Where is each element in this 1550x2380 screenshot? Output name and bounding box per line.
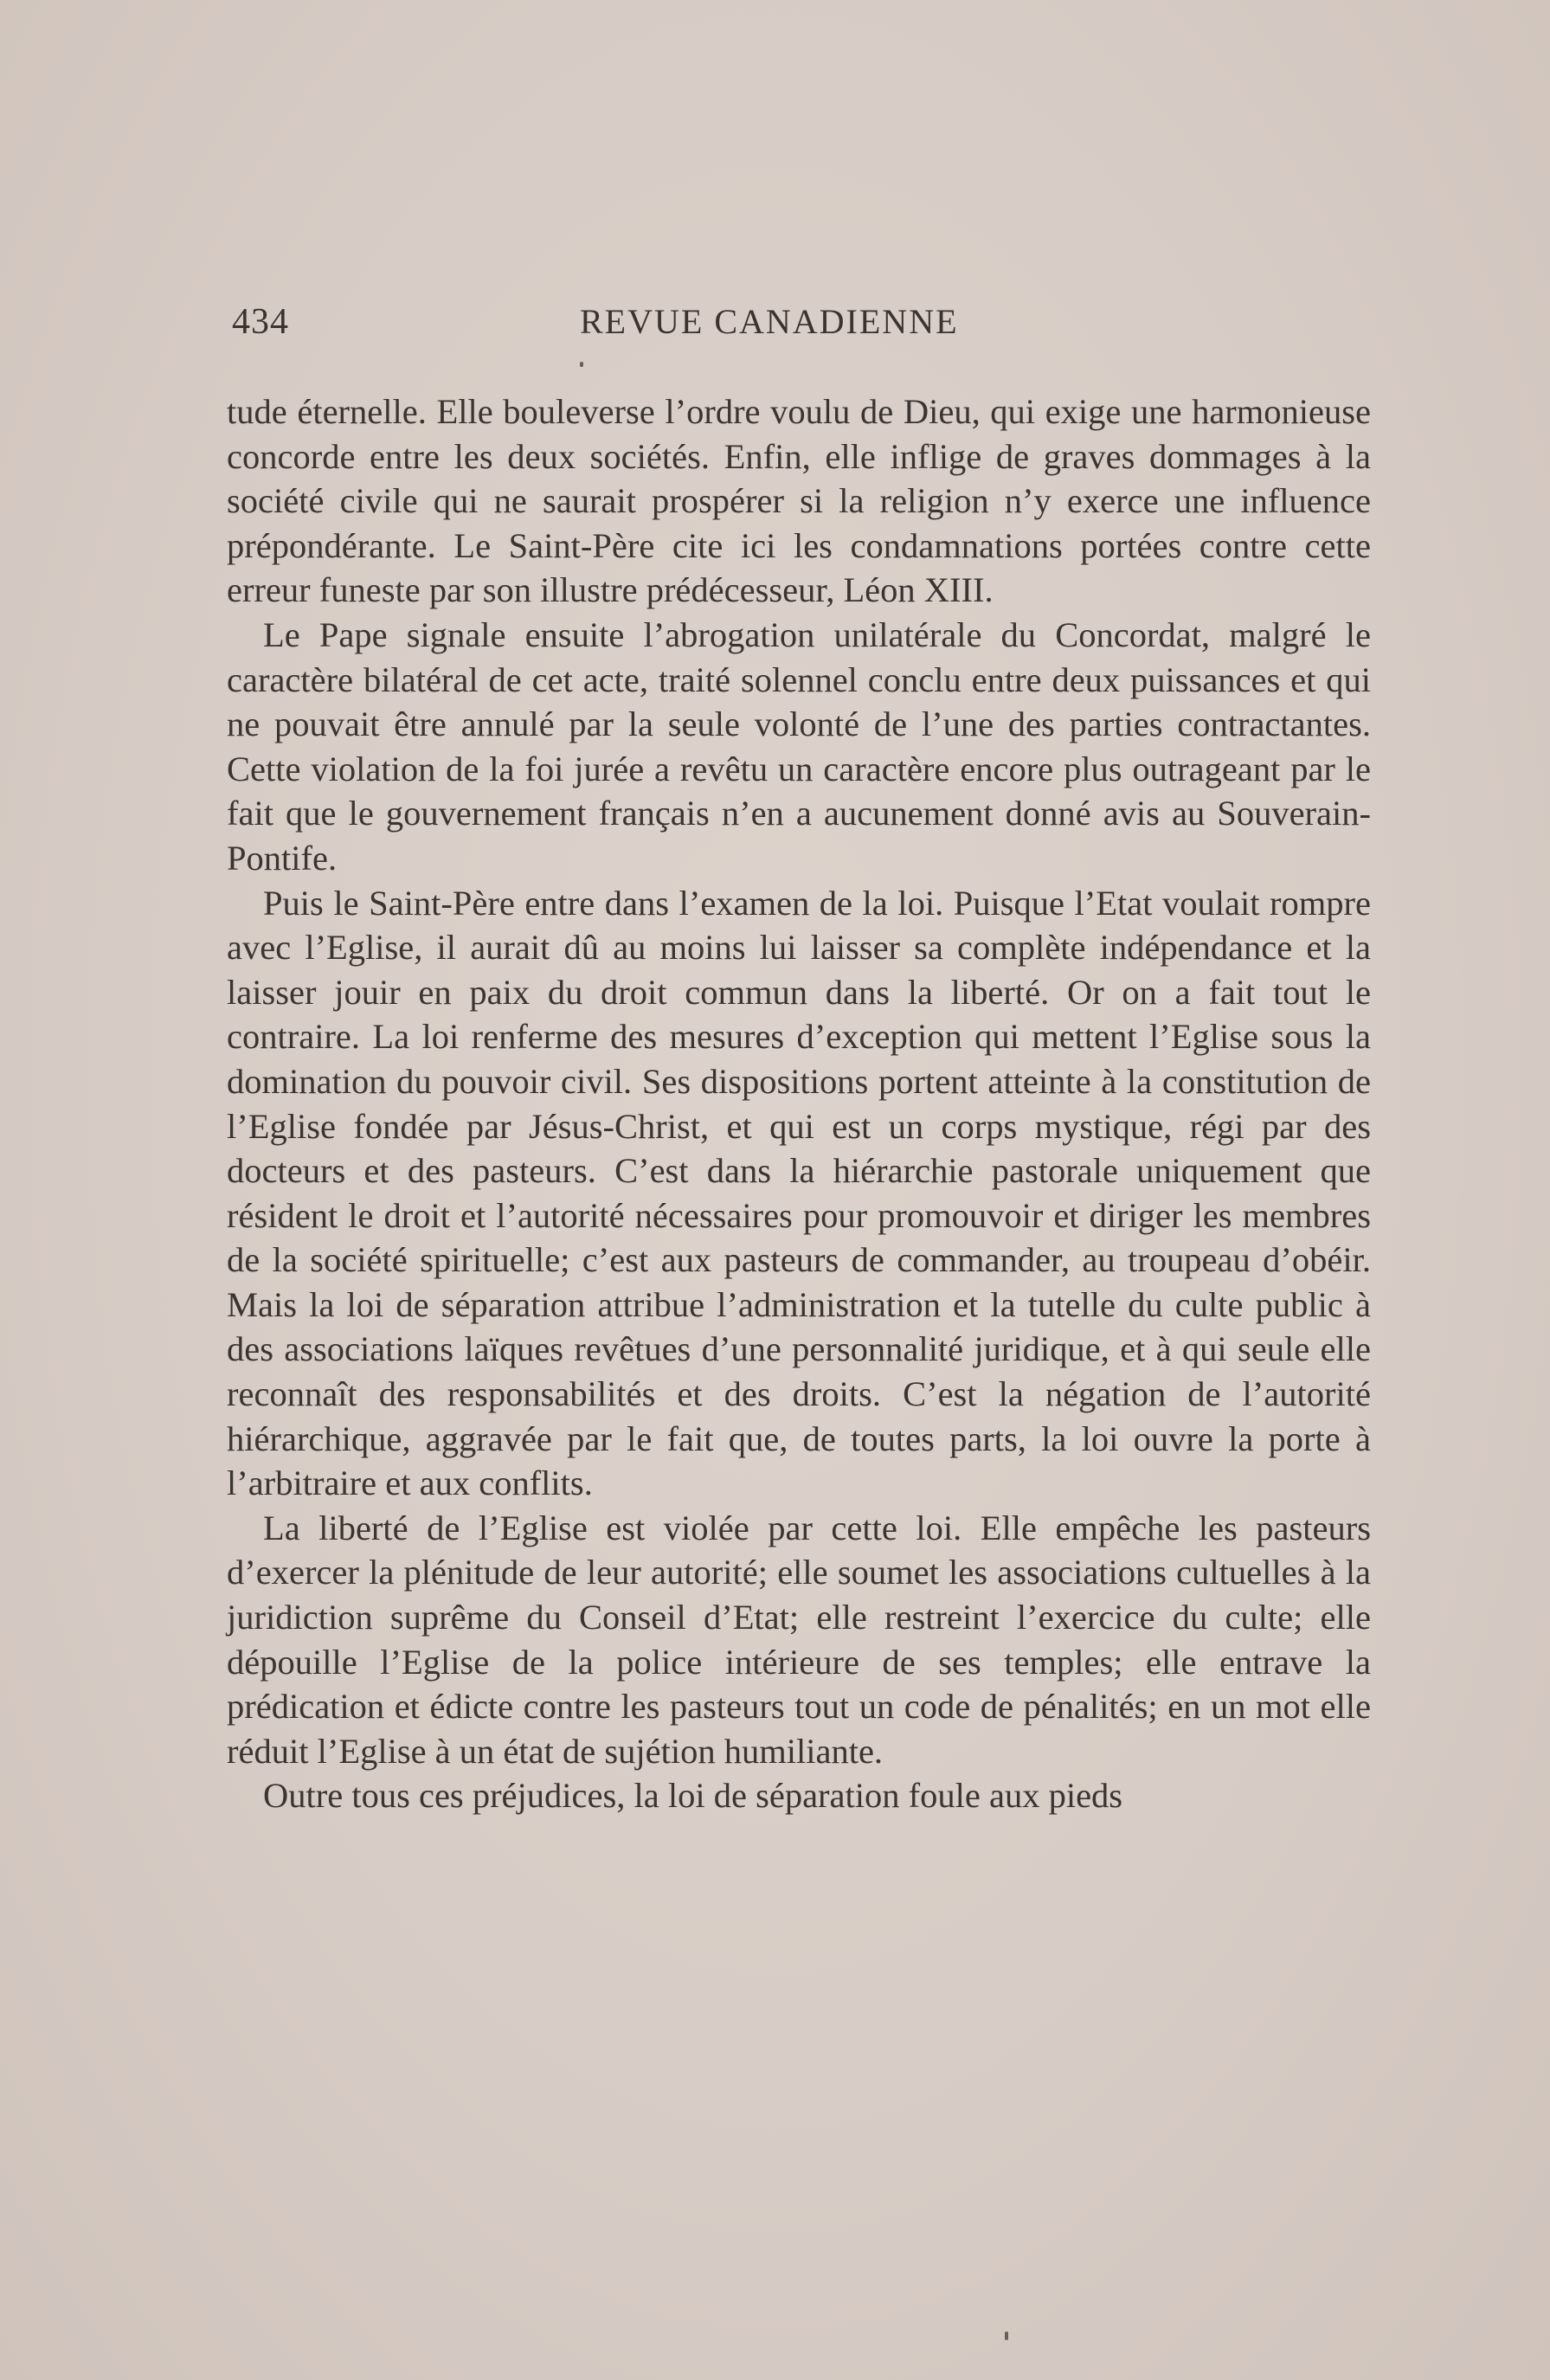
page-header (232, 301, 1367, 353)
running-title: REVUE CANADIENNE (580, 302, 959, 341)
paragraph-continuation: tude éternelle. Elle bouleverse l’ordre voulu de Dieu, qui exige une harmonieuse concorde entre les deux sociétés. Enfin, elle inflige de graves dommages à la société civile qui ne saurait prospérer si la religion n’y exerce une influence prépondérante. Le Saint-Père cite ici les condamnations portées contre cette erreur funeste par son illustre prédécesseur, Léon XIII. (227, 392, 1371, 610)
page-number: 434 (232, 302, 289, 342)
scan-speck (1005, 2332, 1008, 2340)
scan-speck (580, 362, 583, 367)
paragraph-concordat: Le Pape signale ensuite l’abrogation unilatérale du Concordat, malgré le caractère bilatéral de cet acte, traité solennel conclu entre deux puissances et qui ne pouvait être annulé par la seule volonté de l’une des parties contractantes. Cette violation de la foi jurée a revêtu un caractère encore plus outrageant par le fait que le gouvernement français n’en a aucunement donné avis au Souverain-Pontife. (227, 614, 1371, 878)
paragraph-law-examination: Puis le Saint-Père entre dans l’examen de la loi. Puisque l’Etat voulait rompre avec l’Eglise, il aurait dû au moins lui laisser sa complète indépendance et la laisser jouir en paix du droit commun dans la liberté. Or on a fait tout le contraire. La loi renferme des mesures d’exception qui mettent l’Eglise sous la domination du pouvoir civil. Ses dispositions portent atteinte à la constitution de l’Eglise fondée par Jésus-Christ, et qui est un corps mystique, régi par des docteurs et des pasteurs. C’est dans la hiérarchie pastorale uniquement que résident le droit et l’autorité nécessaires pour promouvoir et diriger les membres de la société spirituelle; c’est aux pasteurs de commander, au troupeau d’obéir. Mais la loi de séparation attribue l’administration et la tutelle du culte public à des associations laïques revêtues d’une personnalité juridique, et à qui seule elle reconnaît des responsabilités et des droits. C’est la négation de l’autorité hiérarchique, aggravée par le fait que, de toutes parts, la loi ouvre la porte à l’arbitraire et aux conflits. (227, 883, 1371, 1503)
paragraph-church-liberty: La liberté de l’Eglise est violée par cette loi. Elle empêche les pasteurs d’exercer la plénitude de leur autorité; elle soumet les associations cultuelles à la juridiction suprême du Conseil d’Etat; elle restreint l’exercice du culte; elle dépouille l’Eglise de la police intérieure de ses temples; elle entrave la prédication et édicte contre les pasteurs tout un code de pénalités; en un mot elle réduit l’Eglise à un état de sujétion humiliante. (227, 1508, 1371, 1771)
article-body (227, 389, 1371, 1818)
paragraph-final-line: Outre tous ces préjudices, la loi de séparation foule aux pieds (263, 1776, 1123, 1816)
